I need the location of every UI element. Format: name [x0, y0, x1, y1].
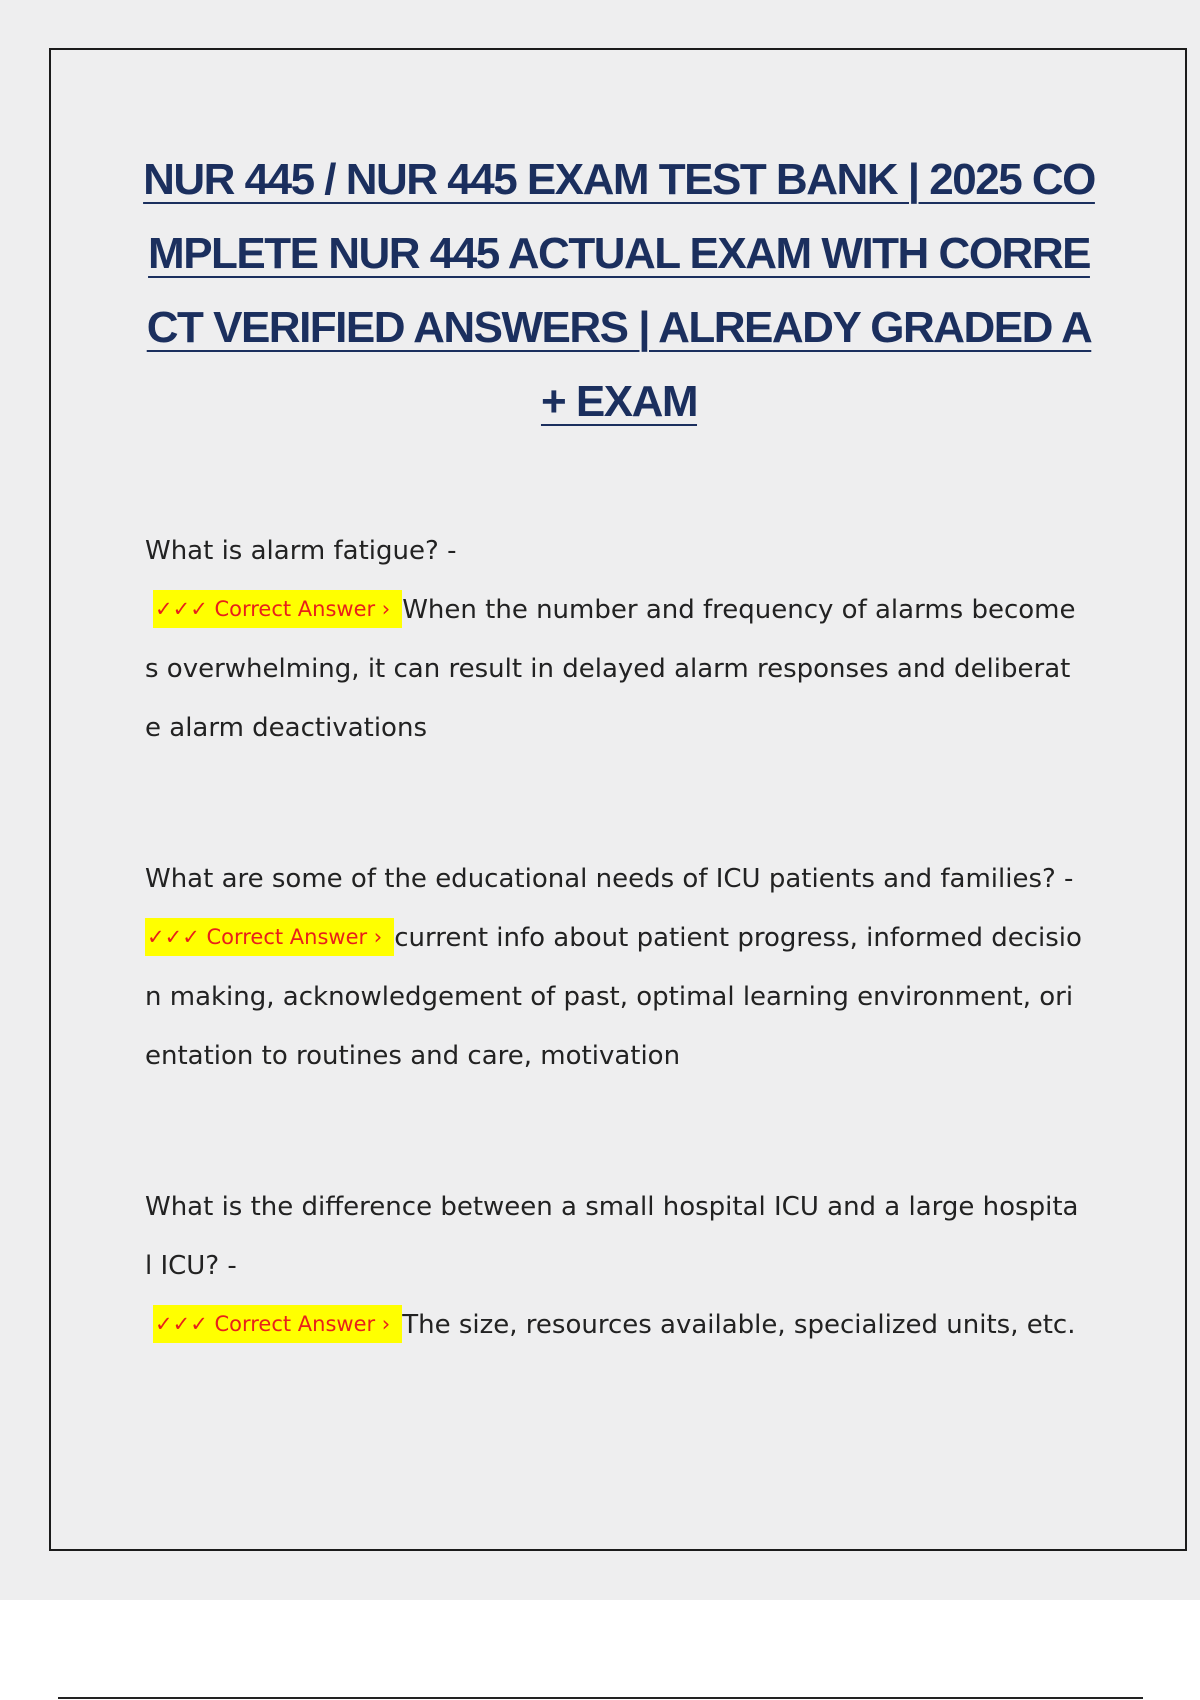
answer-2 [145, 909, 1085, 1086]
question-3: What is the difference between a small hospital ICU and a large hospital ICU? - [145, 1192, 1079, 1281]
correct-answer-badge: ✓✓✓ Correct Answer › [145, 918, 394, 956]
answer-text-2: current info about patient progress, informed decision making, acknowledgement of past, optimal learning environment, orientation to routines and care, motivation [145, 923, 1082, 1071]
correct-answer-badge: ✓✓✓ Correct Answer › [153, 590, 402, 628]
qa-item-2 [145, 850, 1085, 1086]
correct-answer-badge: ✓✓✓ Correct Answer › [153, 1305, 402, 1343]
answer-1 [145, 581, 1085, 758]
answer-text-3: The size, resources available, specialized units, etc. [402, 1310, 1076, 1340]
answer-text-1: When the number and frequency of alarms becomes overwhelming, it can result in delayed alarm responses and deliberate alarm deactivations [145, 595, 1076, 743]
document-title: NUR 445 / NUR 445 EXAM TEST BANK | 2025 COMPLETE NUR 445 ACTUAL EXAM WITH CORRECT VERIFIED ANSWERS | ALREADY GRADED A+ EXAM [143, 155, 1095, 426]
question-1: What is alarm fatigue? - [145, 536, 457, 566]
footer-divider [58, 1697, 1143, 1699]
qa-item-1 [145, 522, 1085, 758]
question-2: What are some of the educational needs of ICU patients and families? - [145, 864, 1074, 894]
answer-3 [145, 1296, 1085, 1355]
qa-item-3 [145, 1178, 1085, 1355]
